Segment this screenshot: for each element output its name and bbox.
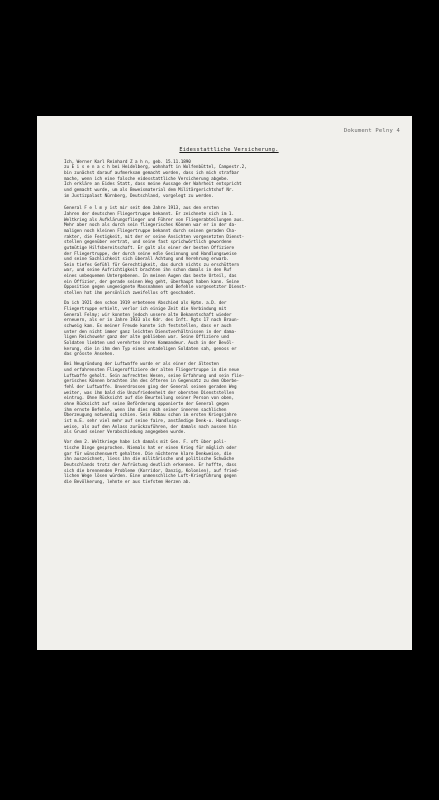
paragraph-reichswehr: Da ich 1921 den schon 1919 erbetenen Abschied als Hptm. a.D. der Fliegertruppe erhielt, verlor ich einige Zeit die Verbindung mit General Felmy; wir konnten jedoch unsere alte Bekanntschaft wieder erneuern, als er in Jahre 1933 als Kdr. des Inft. Rgts 17 nach Braun- schweig kam. Es meiner Freude konnte ich feststellen, dass er auch unter den nicht immer ganz leichten Dienstverhältnissen in der dama- ligen Reichswehr ganz der alte geblieben war. Seine Offiziere und Soldaten liebten und verehrten ihren Kommandeur. Auch in der Bevöl- kerung, die in ihm den Typ eines untadeligen Soldaten sah, genoss er das grösste Ansehen. — [64, 301, 240, 358]
document-label: Dokument Pelny 4 — [343, 128, 400, 134]
paragraph-declaration: Ich, Werner Karl Reinhard Z a h n, geb. 15.11.1890 zu E i s e n a c h bei Heidelberg, wohnhaft in Wolfenbüttel, Campestr.2, bin zunächst darauf aufmerksam gemacht worden, dass ich mich strafbar mache, wenn ich eine falsche eidesstattliche Versicherung abgebe. Ich erkläre an Eides Statt, dass meine Aussage der Wahrheit entspricht und gemacht wurde, um als Beweismaterial dem Militärgerichtshof Nr. im Justizpalast Nürnberg, Deutschland, vorgelegt zu werden. — [64, 159, 247, 199]
paragraph-luftwaffe: Bei Neugründung der Luftwaffe wurde er als einer der ältesten und erfahrensten Fliegeroffiziere der alten Fliegertruppe in die neue Luftwaffe geholt. Sein aufrechtes Wesen, seine Erfahrung und sein flie- gerisches Können brachten ihn des öfteren in Gegensatz zu dem Oberbe- fehl der Luftwaffe. Unverdrossen ging der General seinen geraden Weg weiter, was ihm bald die Unzufriedenheit der obersten Dienststellen eintrug. Ohne Rücksicht auf die Beurteilung seiner Person von oben, ohne Rücksicht auf seine Beförderung opponierte der General gegen ihm ernste Befehle, wenn ihm dies nach seiner inneren sachlichen Überzeugung notwendig schien. Sein Abbau schon im ersten Kriegsjahre ist m.E. sehr viel mehr auf seine faire, anständige Denk-u. Handlungs- weise, als auf den Anlass zurückzuführen, der damals nach aussen hin als Grund seiner Verabschiedung angegeben wurde. — [64, 362, 245, 436]
document-page — [37, 116, 412, 650]
document-body — [64, 148, 394, 490]
paragraph-politics: Vor dem 2. Weltkriege habe ich damals mit Gen. F. oft über poli- tische Dinge gesprochen. Niemals hat er einen Krieg für möglich oder gar für wünschenswert gehalten. Die nüchterne klare Denkweise, die ihn auszeichnet, liess ihn die militärische und politische Schwäche Deutschlands trotz der Aufrüstung deutlich erkennen. Er hoffte, dass sich die brennenden Probleme (Korridor, Danzig, Kolonien), auf fried- lichen Wege lösen würden. Eine unmenschliche Luft-Kriegführung gegen die Bevölkerung, lehnte er aus tiefstem Herzen ab. — [64, 440, 240, 485]
paragraph-character: General F e l m y ist mir seit dem Jahre 1913, aus den ersten Jahren der deutschen Fliegertruppe bekannt. Er zeichnete sich im 1. Weltkrieg als Aufklärungsflieger und Führer von Fliegerabteilungen aus. Mehr aber noch als durch sein fliegerisches Können war er in der da- maligen noch kleinen Fliegertruppe bekannt durch seinen geraden Cha- rakter, die Festigkeit, mit der er seine Ansichten vorgesetzten Dienst- stellen gegenüber vertrat, und seine fast sprichwörtlich gewordene gutmütige Hilfsbereitschaft. Er galt als einer der besten Offiziere der Fliegertruppe, der durch seine edle Gesinnung und Handlungsweise und seine Sachlichkeit sich überall Achtung und Verehrung erwarb. Sein tiefes Gefühl für Gerechtigkeit, das durch nichts zu erschüttern war, und seine Aufrichtigkeit brachten ihn schon damals in den Ruf eines unbequemen Untergebenen. In meinen Augen das beste Urteil, das ein Offizier, der gerade seinen Weg geht, überhaupt haben kann. Seine Opposition gegen ungeeignete Massnahmen und Befehle vorgesetzter Dienst- stellen hat ihm persönlich zweifellos oft geschadet. — [64, 206, 247, 297]
document-title: Eidesstattliche Versicherung. — [179, 147, 279, 153]
